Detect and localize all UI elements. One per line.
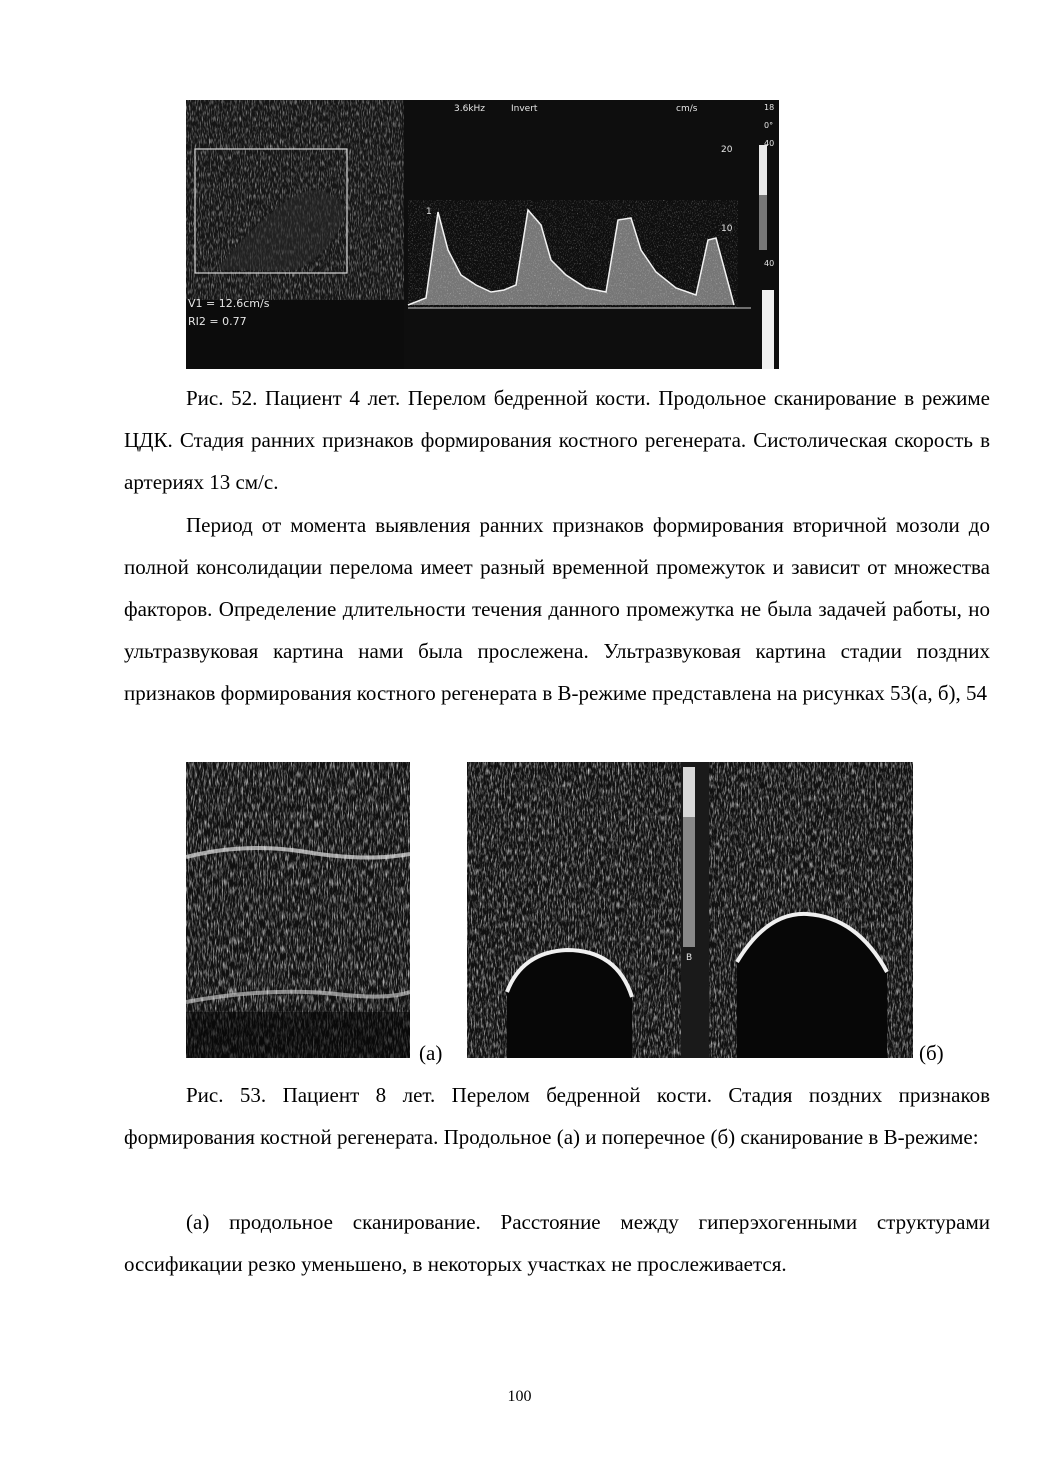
screen-b-marker: B <box>686 953 693 963</box>
screen-freq-text: 3.6kHz <box>454 104 486 114</box>
figure-53-caption <box>124 1074 990 1158</box>
body-paragraph-1 <box>124 504 990 714</box>
figure-53a-label: (а) <box>419 1041 443 1065</box>
body-paragraph-1-text: Период от момента выявления ранних признаков формирования вторичной мозоли до полной консолидации перелома имеет разный временной промежуток и зависит от множества факторов. Определение длительности течения данного промежутка не была задачей работы, но ультразвуковая картина нами была прослежена. Ультразвуковая картина стадии поздних признаков формирования костного регенерата в В-режиме представлена на рисунках 53(а, б), 54 <box>124 513 990 705</box>
screen-units-text: cm/s <box>676 104 698 114</box>
figure-53-caption-text: Рис. 53. Пациент 8 лет. Перелом бедренной кости. Стадия поздних признаков формирования костной регенерата. Продольное (а) и поперечное (б) сканирование в В-режиме: <box>124 1083 990 1149</box>
figure-52-caption <box>124 377 990 503</box>
screen-scale-value: 40 <box>764 139 775 148</box>
figure-52-ultrasound-image <box>186 100 779 369</box>
screen-scale-value: 18 <box>764 103 775 112</box>
figure-53b-label: (б) <box>919 1041 944 1065</box>
page-number: 100 <box>507 1388 532 1405</box>
figure-53a-ultrasound-image <box>186 762 410 1058</box>
body-paragraph-2-text: (а) продольное сканирование. Расстояние между гиперэхогенными структурами оссификации резко уменьшено, в некоторых участках не прослеживается. <box>124 1210 990 1276</box>
screen-scale-value: 10 <box>721 224 733 234</box>
screen-scale-value: 0° <box>764 121 774 130</box>
screen-invert-text: Invert <box>511 104 538 114</box>
screen-scale-value: 20 <box>721 145 733 155</box>
body-paragraph-2 <box>124 1201 990 1285</box>
figure-52-caption-text: Рис. 52. Пациент 4 лет. Перелом бедренной кости. Продольное сканирование в режиме ЦДК. Стадия ранних признаков формирования костного регенерата. Систолическая скорость в артериях 13 см/с. <box>124 386 990 494</box>
figure-53b-ultrasound-image <box>467 762 913 1058</box>
screen-scale-value: 40 <box>764 259 775 268</box>
screen-marker: 1 <box>426 207 432 217</box>
screen-v1-readout: V1 = 12.6cm/s <box>188 297 270 310</box>
screen-ri-readout: RI2 = 0.77 <box>188 315 247 328</box>
